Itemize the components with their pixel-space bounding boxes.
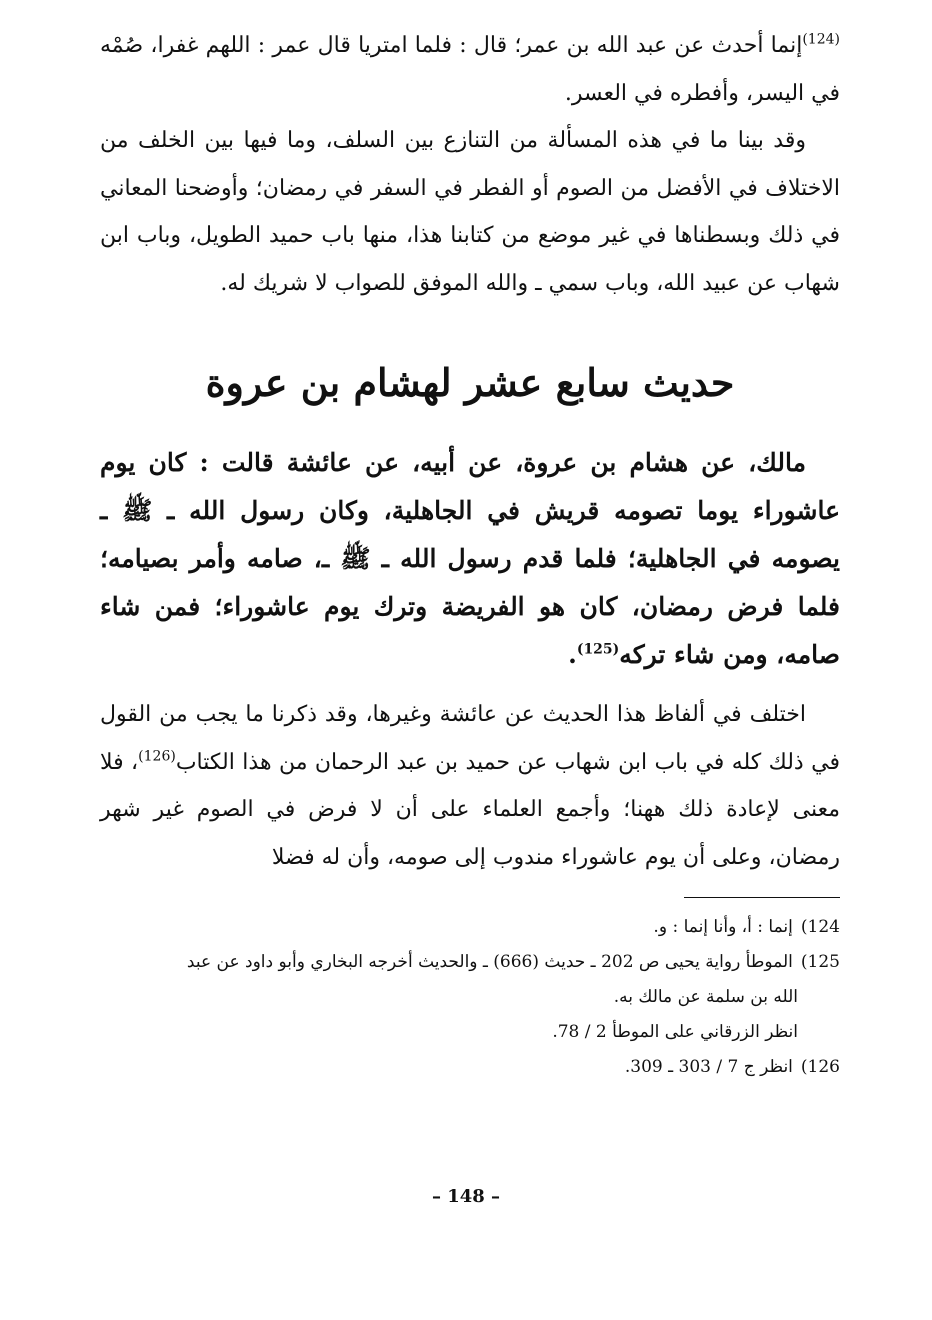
hadith-body: مالك، عن هشام بن عروة، عن أبيه، عن عائشة قالت : كان يوم عاشوراء يوما تصومه قريش في الجاهلية، وكان رسول الله ـ ﷺ ـ يصومه في الجاهلية؛ فلما قدم رسول الله ـ ﷺ ـ، صامه وأمر بصيامه؛ فلما فرض رمضان، كان هو الفريضة وترك يوم عاشوراء؛ فمن شاء صامه، ومن شاء تركه: [100, 448, 841, 669]
footnote-ref-126: (126): [138, 748, 176, 765]
paragraph-commentary: [100, 691, 840, 881]
commentary-part-2: ، فلا معنى لإعادة ذلك ههنا؛ وأجمع العلماء على أن لا فرض في الصوم غير شهر رمضان، وعلى أن يوم عاشوراء مندوب إلى صومه، وأن له فضلا: [100, 749, 840, 870]
footnote-ref-125: (125): [576, 641, 620, 658]
footnote-ref-124: (124): [802, 31, 840, 48]
page-content: [100, 22, 840, 1085]
footnotes: [100, 910, 840, 1085]
footnote-separator: [684, 897, 840, 898]
paragraph-discussion: وقد بينا ما في هذه المسألة من التنازع بين السلف، وما فيها بين الخلف من الاختلاف في الأفضل من الصوم أو الفطر في السفر في رمضان؛ وأوضحنا المعاني في ذلك وبسطناها في غير موضع من كتابنا هذا، منها باب حميد الطويل، وباب ابن شهاب عن عبيد الله، وباب سمي ـ والله الموفق للصواب لا شريك له.: [100, 128, 840, 296]
footnote-text: الموطأ رواية يحيى ص 202 ـ حديث (666) ـ والحديث أخرجه البخاري وأبو داود عن عبد: [186, 952, 793, 972]
hadith-text: [100, 439, 840, 679]
commentary-part-1: اختلف في ألفاظ هذا الحديث عن عائشة وغيرها، وقد ذكرنا ما يجب من القول في ذلك كله في باب ابن شهاب عن حميد بن عبد الرحمان من هذا الكتاب: [100, 702, 840, 775]
footnote-text: إنما : أ، وأنا إنما : و.: [653, 917, 793, 937]
footnote-125-reference: انظر الزرقاني على الموطأ 2 / 78.: [552, 1022, 798, 1042]
footnote-number: 124): [800, 917, 840, 937]
footnote-125-continuation: الله بن سلمة عن مالك به.: [613, 987, 798, 1007]
footnote-number: 125): [800, 952, 840, 972]
hadith-end: .: [568, 640, 577, 669]
footnote-number: 126): [800, 1057, 840, 1077]
page-number: – 148 –: [431, 1186, 501, 1207]
footnote-125: [100, 945, 840, 980]
footnote-text: انظر ج 7 / 303 ـ 309.: [624, 1057, 793, 1077]
section-heading: حديث سابع عشر لهشام بن عروة: [205, 360, 735, 405]
footnote-126: [100, 1050, 840, 1085]
footnote-124: [100, 910, 840, 945]
paragraph-text: إنما أحدث عن عبد الله بن عمر؛ قال : فلما امتريا قال عمر : اللهم غفرا، صُمْه في اليسر، وأفطره في العسر.: [100, 33, 840, 106]
paragraph-continuation: [100, 22, 840, 117]
